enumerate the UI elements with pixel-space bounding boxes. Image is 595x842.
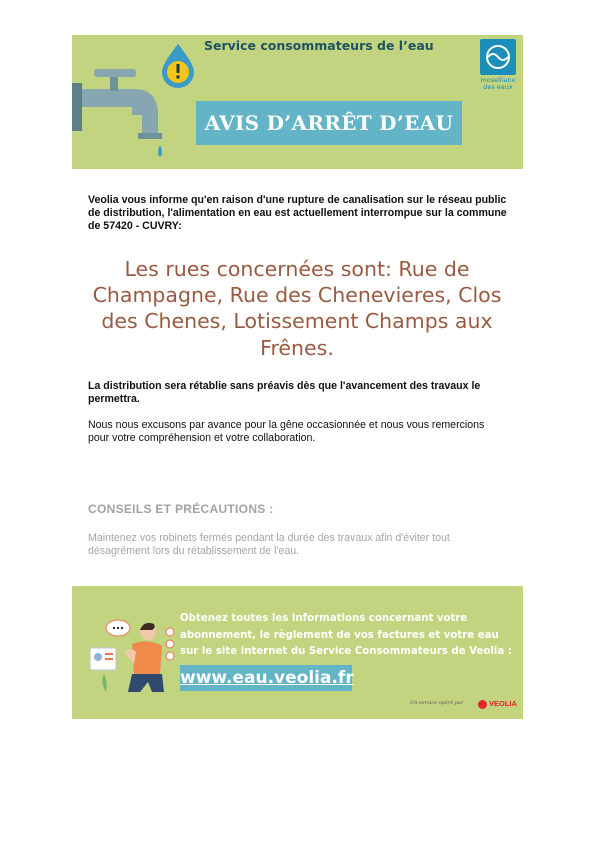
tips-paragraph: Maintenez vos robinets fermés pendant la durée des travaux afin d'éviter tout désagrément lors du rétablissement de l'eau.	[88, 532, 450, 557]
website-link[interactable]: www.eau.veolia.fr	[180, 668, 354, 688]
notice-title: AVIS D’ARRÊT D’EAU	[204, 111, 454, 135]
service-title: Service consommateurs de l’eau	[204, 38, 434, 53]
apology-paragraph: Nous nous excusons par avance pour la gêne occasionnée et nous vous remercions pour votre compréhension et votre collaboration.	[88, 419, 485, 444]
operated-by-tagline: Un service opéré par	[410, 700, 464, 706]
logo-text-line1: moselliane	[480, 76, 516, 84]
veolia-logo-icon	[478, 700, 487, 709]
logo-text-line2: des eaux	[483, 83, 513, 91]
footer-info-text: Obtenez toutes les informations concernant votre abonnement, le règlement de vos factures et votre eau sur le site internet du Service Consommateurs de Veolia :	[180, 613, 512, 658]
veolia-brand: VEOLIA	[489, 699, 517, 708]
moselliane-logo-icon	[480, 39, 516, 75]
restore-paragraph: La distribution sera rétablie sans préavis dès que l'avancement des travaux le permettra.	[88, 380, 481, 405]
affected-streets: Les rues concernées sont: Rue de Champagne, Rue des Chenevieres, Clos des Chenes, Lotissement Champs aux Frênes.	[92, 257, 502, 360]
water-drop-alert-icon	[158, 42, 198, 88]
tips-heading: CONSEILS ET PRÉCAUTIONS :	[88, 502, 274, 516]
moselliane-logo	[478, 39, 518, 95]
intro-paragraph: Veolia vous informe qu'en raison d'une rupture de canalisation sur le réseau public de distribution, l'alimentation en eau est actuellement interrompue sur la commune de 57420 - CUVRY:	[88, 194, 507, 232]
person-illustration-icon	[88, 612, 176, 698]
